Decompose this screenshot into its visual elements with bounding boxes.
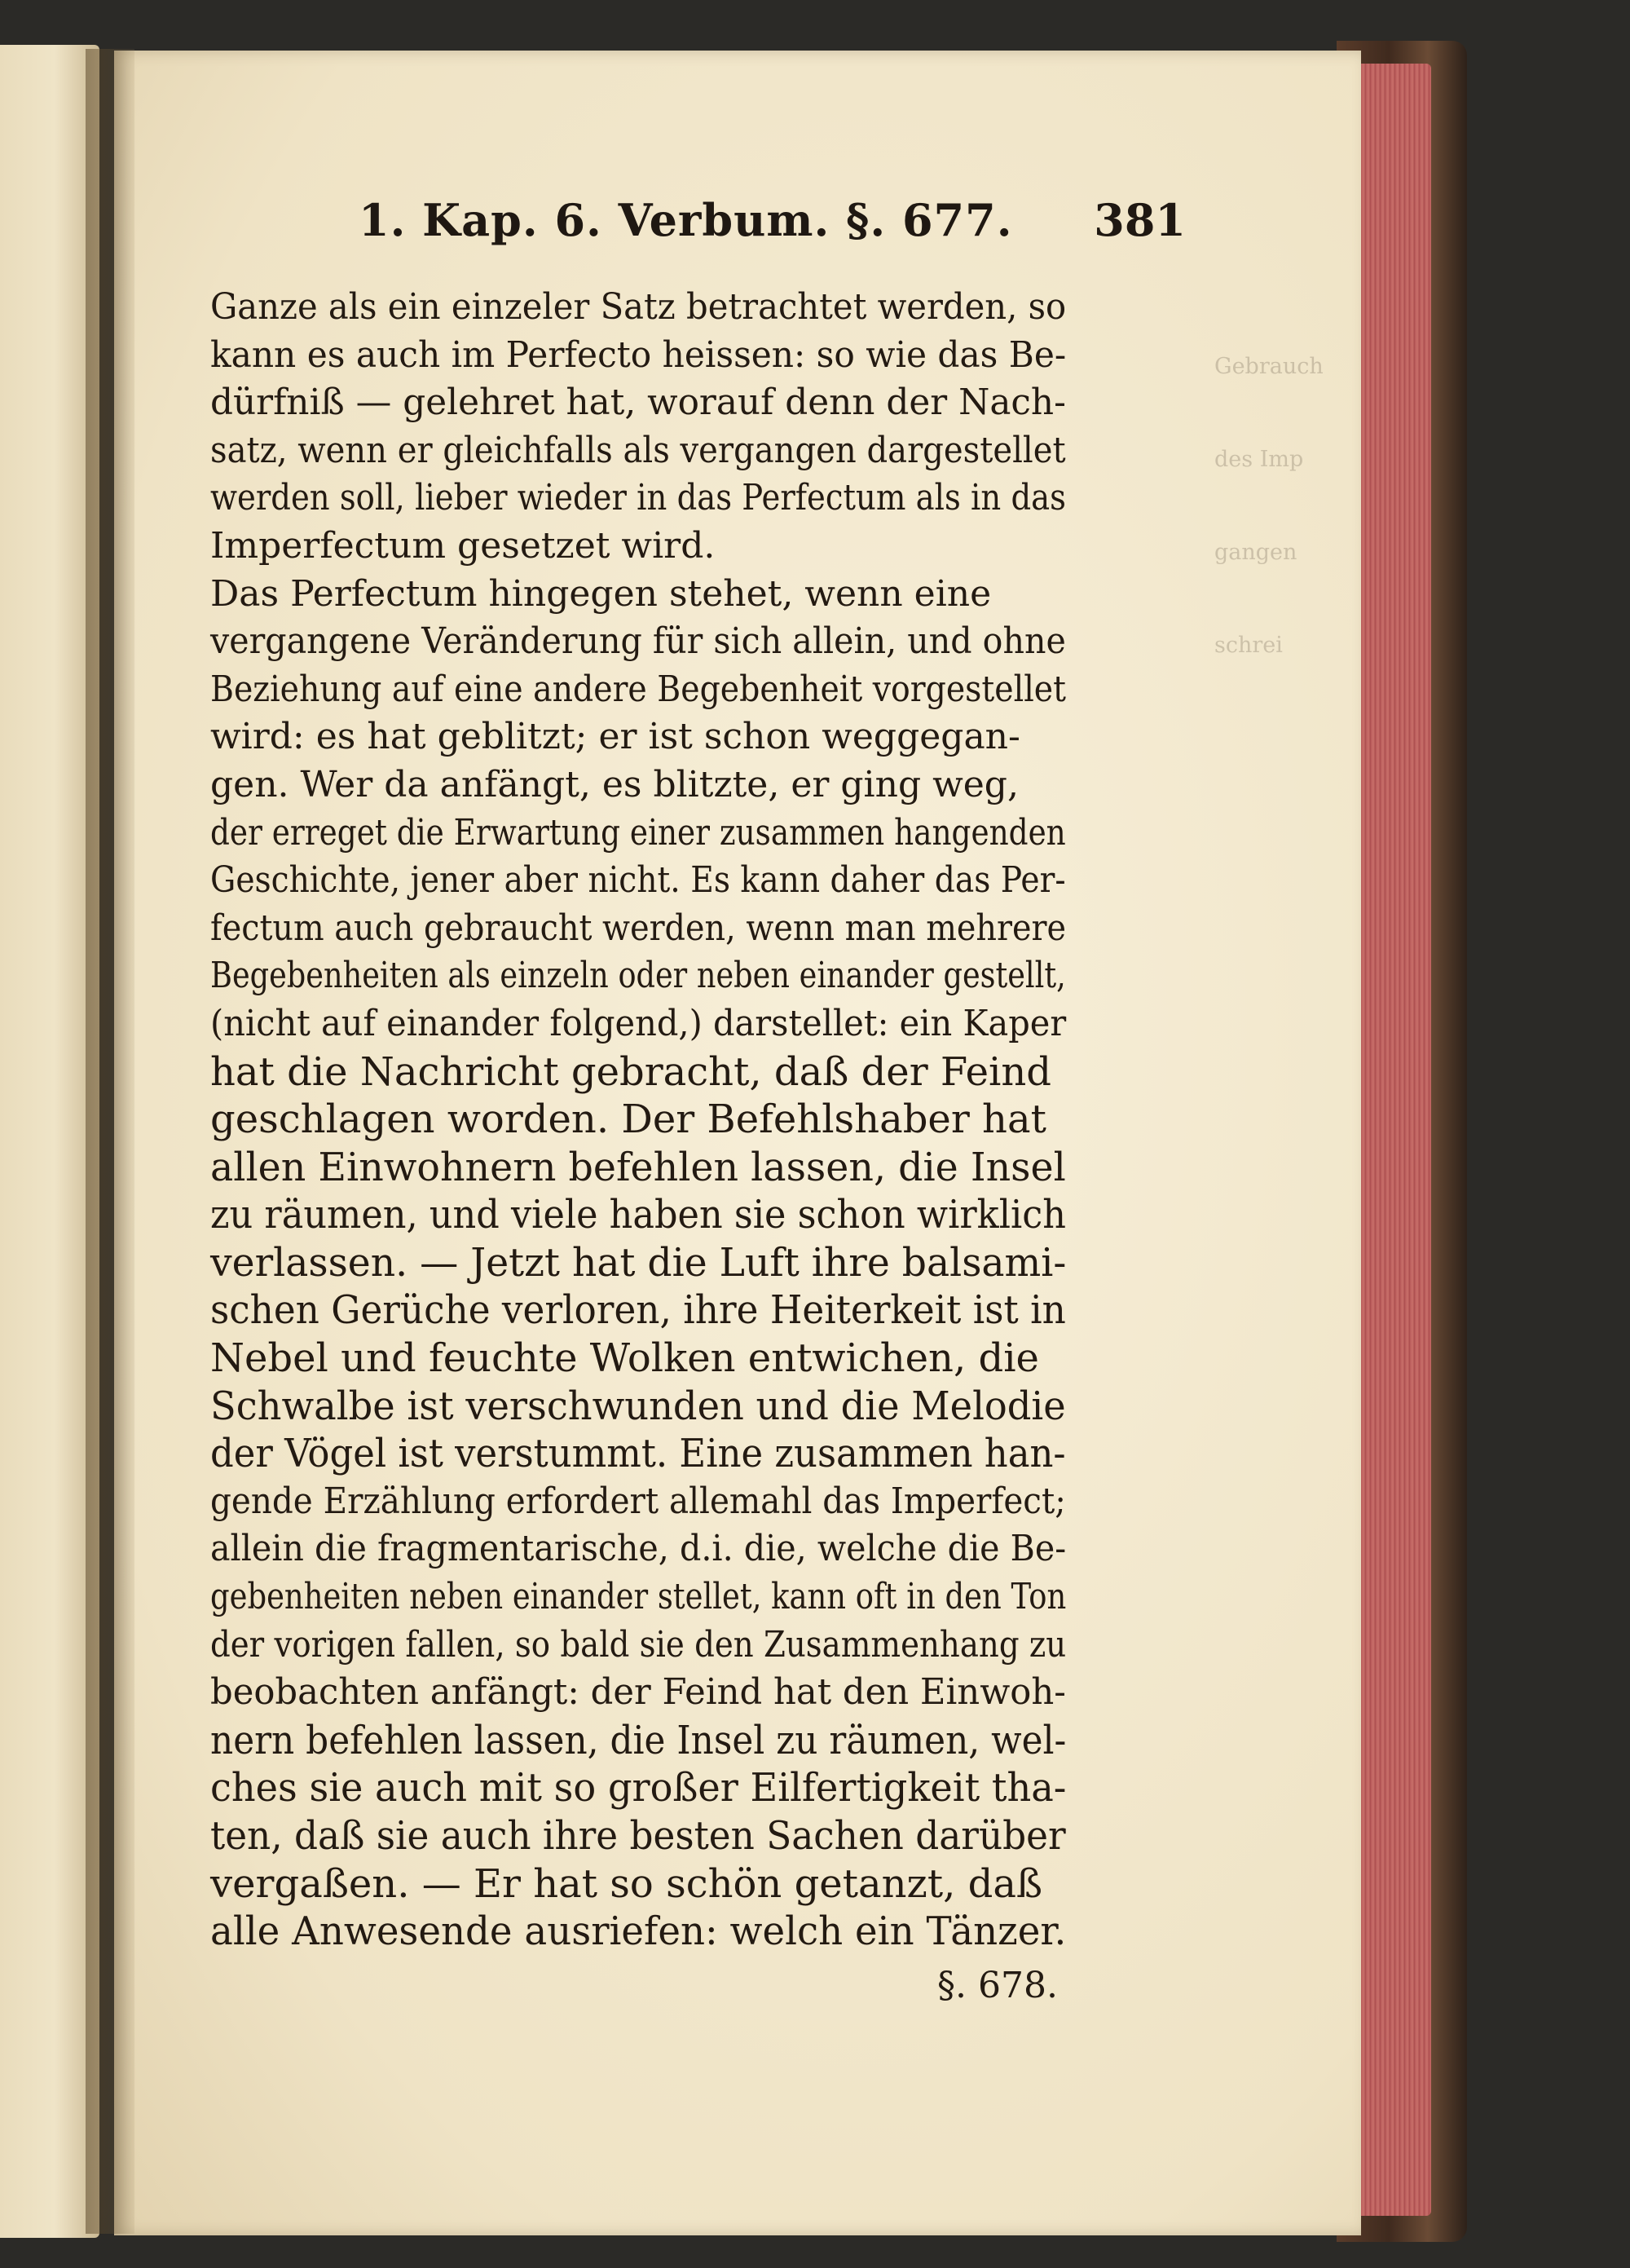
text-line: Geschichte, jener aber nicht. Es kann daher das Per- [210,859,1066,902]
text-line: dürfniß — gelehret hat, worauf denn der Nach- [210,382,1066,424]
text-line: werden soll, lieber wieder in das Perfectum als in das [210,477,1066,519]
text-line: Begebenheiten als einzeln oder neben einander gestellt, [210,955,1066,997]
bleed-line: des Imp [1214,447,1304,472]
text-line: geschlagen worden. Der Befehlshaber hat [210,1096,1046,1143]
bleed-through-text [1214,289,1337,723]
text-line: gende Erzählung erfordert allemahl das Imperfect; [210,1480,1066,1522]
text-line: Das Perfectum hingegen stehet, wenn eine [210,572,992,615]
text-line: Ganze als ein einzeler Satz betrachtet werden, so [210,286,1067,328]
text-line: vergangene Veränderung für sich allein, und ohne [210,620,1066,663]
text-line: ches sie auch mit so großer Eilfertigkeit tha- [210,1765,1067,1811]
text-line: gen. Wer da anfängt, es blitzte, er ging weg, [210,763,1019,805]
page-number: 381 [1094,194,1186,246]
text-line: nern befehlen lassen, die Insel zu räumen, wel- [210,1717,1067,1763]
text-line: schen Gerüche verloren, ihre Heiterkeit ist in [210,1287,1066,1334]
running-head: 1. Kap. 6. Verbum. §. 677. [359,194,1013,246]
bleed-line: gangen [1214,540,1297,565]
text-line: fectum auch gebraucht werden, wenn man mehrere [210,907,1066,949]
body-text [210,284,1066,1956]
text-line: Schwalbe ist verschwunden und die Melodie [210,1383,1066,1429]
text-line: der erreget die Erwartung einer zusammen hangenden [210,811,1066,854]
bleed-line: Gebrauch [1214,354,1324,379]
text-line: alle Anwesende ausriefen: welch ein Tänzer. [210,1908,1067,1955]
text-line: beobachten anfängt: der Feind hat den Einwoh- [210,1671,1066,1714]
facing-page-edge [0,45,99,2238]
text-line: (nicht auf einander folgend,) darstellet: ein Kaper [210,1002,1067,1044]
red-page-edges [1351,64,1431,2216]
text-line: Imperfectum gesetzet wird. [210,524,716,567]
text-line: Nebel und feuchte Wolken entwichen, die [210,1335,1039,1382]
text-line: der Vögel ist verstummt. Eine zusammen han- [210,1431,1066,1477]
page-header [359,194,1186,246]
text-line: gebenheiten neben einander stellet, kann oft in den Ton [210,1576,1067,1618]
text-line: kann es auch im Perfecto heissen: so wie das Be- [210,333,1067,376]
text-line: der vorigen fallen, so bald sie den Zusammenhang zu [210,1623,1067,1666]
text-line: satz, wenn er gleichfalls als vergangen dargestellet [210,429,1066,471]
bleed-line: schrei [1214,633,1283,658]
text-line: zu räumen, und viele haben sie schon wirklich [210,1192,1066,1238]
catchword: §. 678. [937,1965,1058,2006]
text-line: vergaßen. — Er hat so schön getanzt, daß [210,1860,1043,1907]
gutter-shadow [86,49,134,2234]
text-line: ten, daß sie auch ihre besten Sachen darüber [210,1813,1066,1859]
text-line: allein die fragmentarische, d.i. die, welche die Be- [210,1528,1067,1570]
text-line: hat die Nachricht gebracht, daß der Feind [210,1048,1051,1095]
text-line: Beziehung auf eine andere Begebenheit vorgestellet [210,668,1066,710]
text-line: wird: es hat geblitzt; er ist schon weggegan- [210,716,1020,758]
text-line: verlassen. — Jetzt hat die Luft ihre balsami- [210,1239,1067,1286]
text-line: allen Einwohnern befehlen lassen, die Insel [210,1144,1066,1190]
